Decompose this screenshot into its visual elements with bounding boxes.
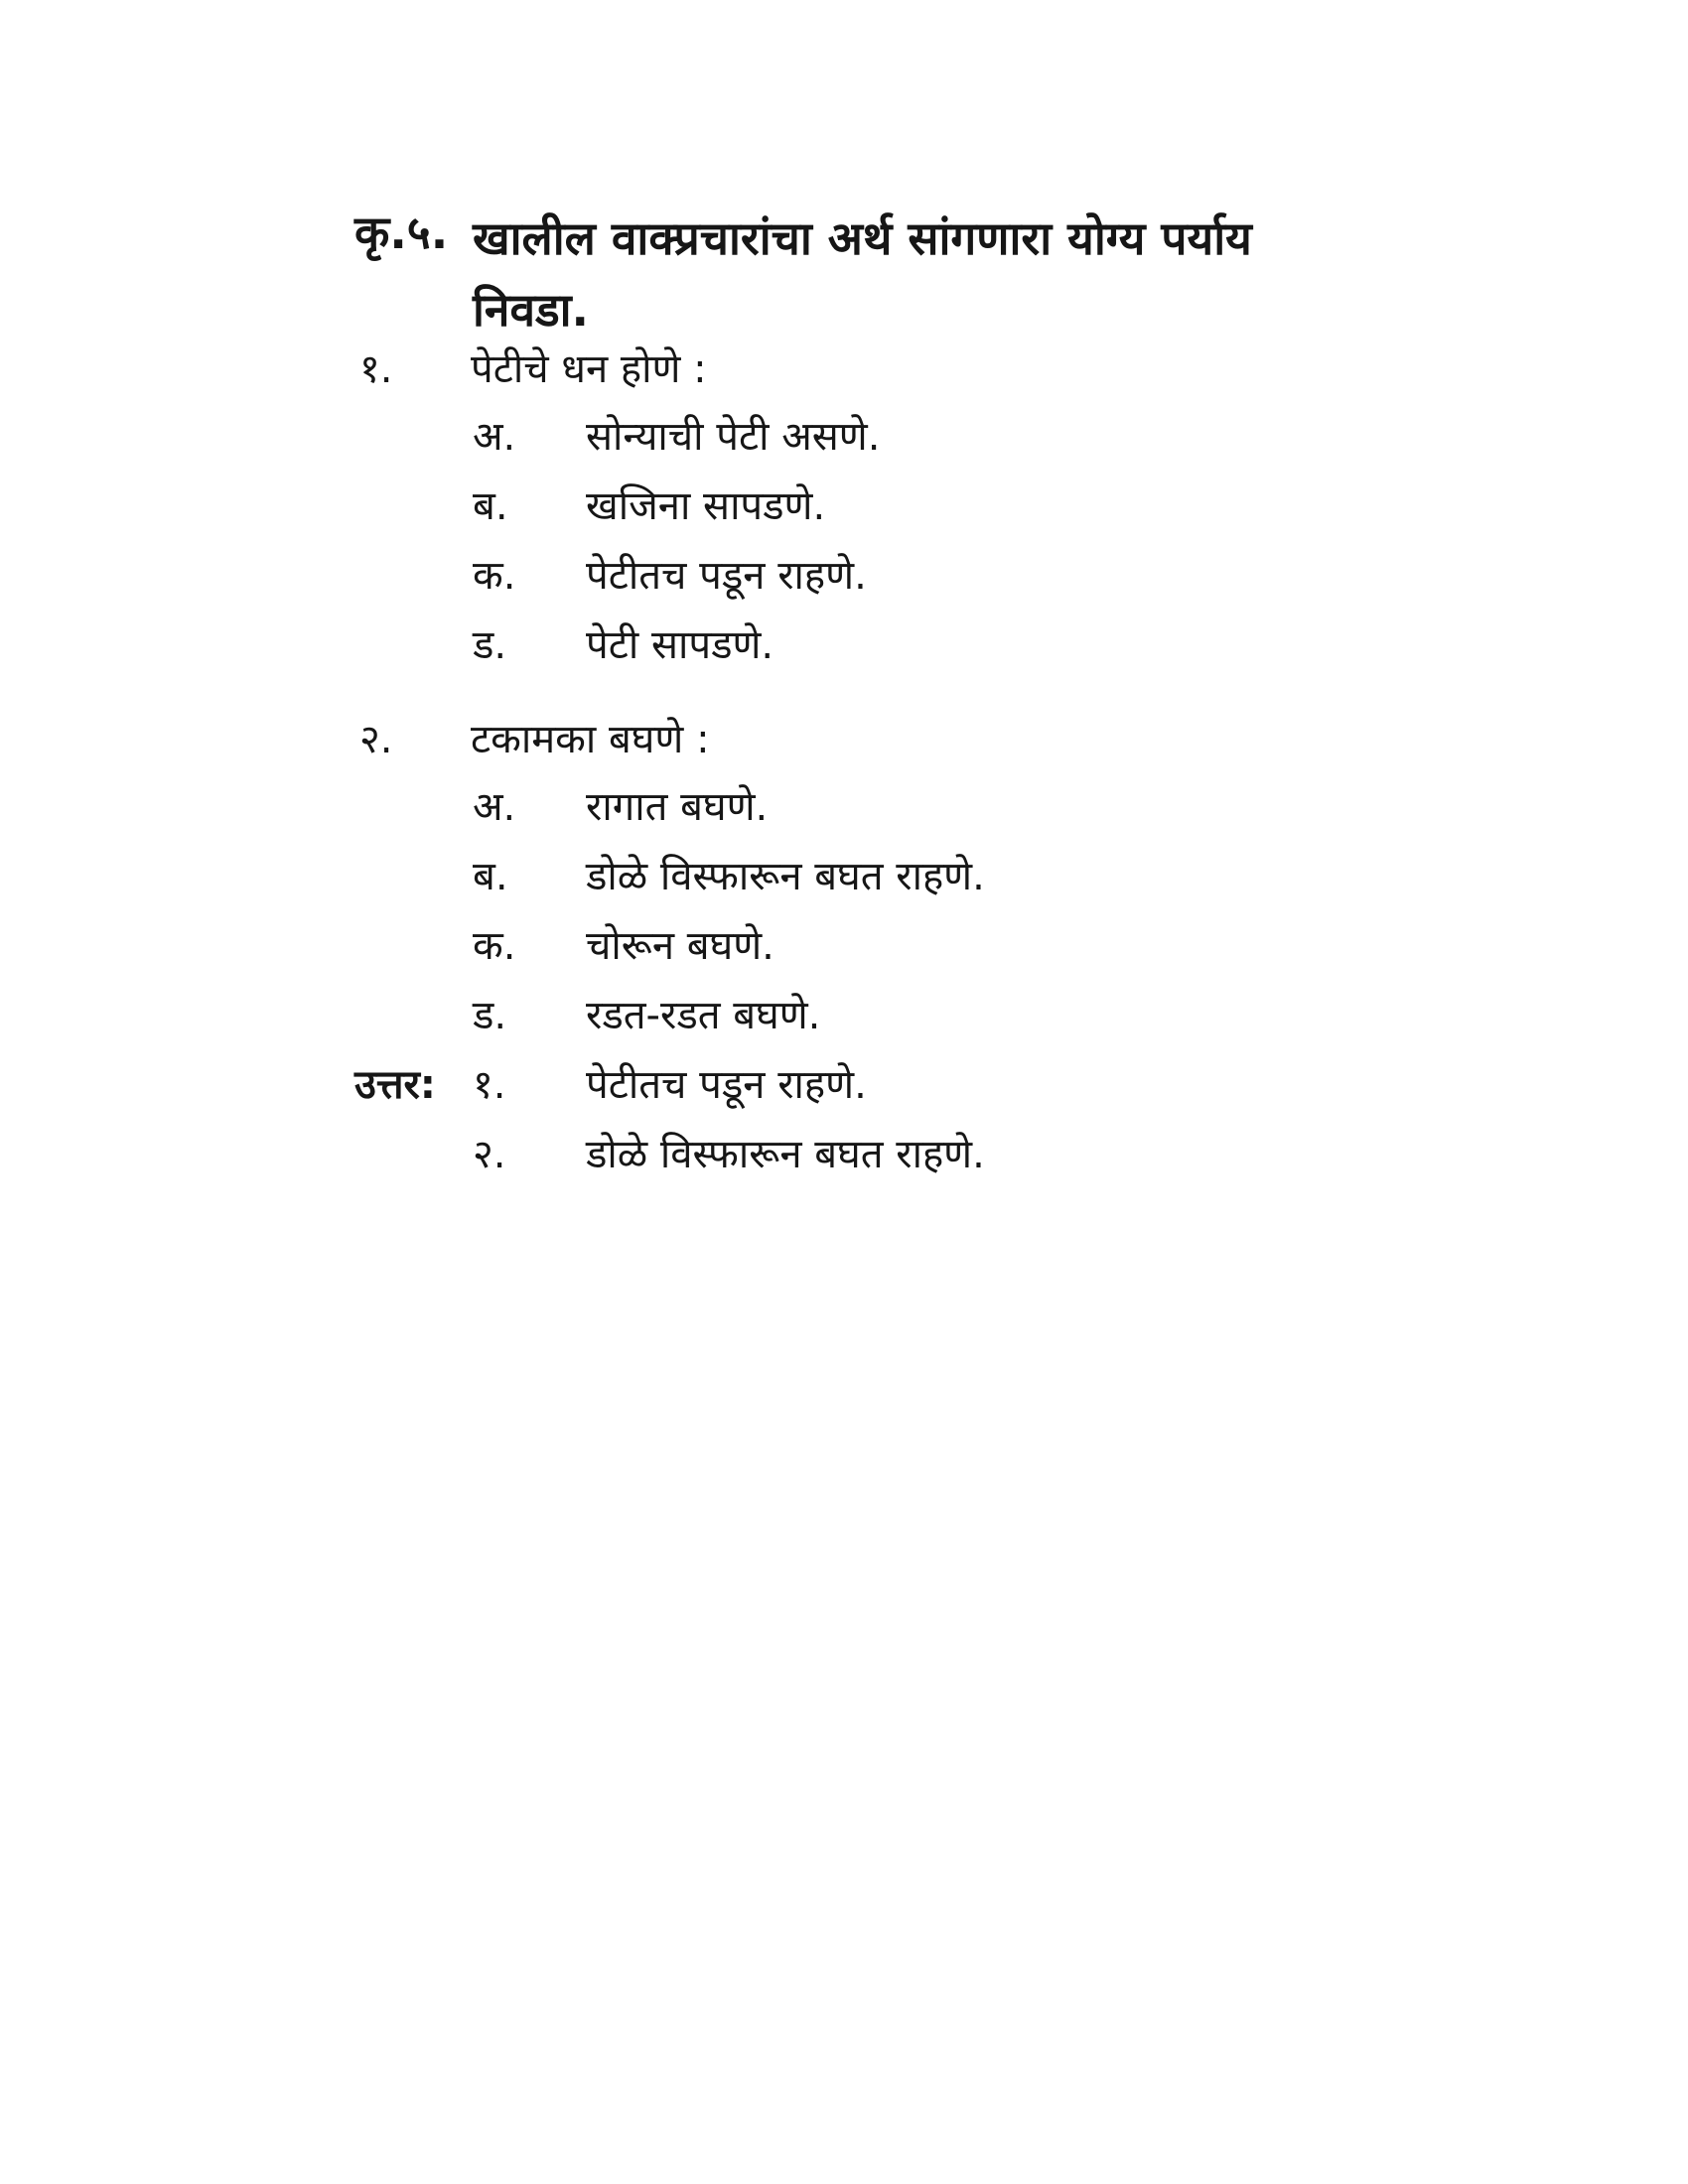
option-text: डोळे विस्फारून बघत राहणे. [586,854,985,899]
question-text: टकामका बघणे : [471,717,710,762]
answer-number: १. [473,1062,506,1108]
option-text: पेटी सापडणे. [586,622,774,668]
answer-text: पेटीतच पडून राहणे. [586,1062,867,1108]
option-letter: ब. [473,854,508,899]
option-letter: अ. [473,784,516,830]
exercise-instruction: खालील वाक्प्रचारांचा अर्थ सांगणारा योग्य पर्याय निवडा. [473,211,1252,337]
option-letter: ड. [473,622,507,668]
answer-text: डोळे विस्फारून बघत राहणे. [586,1132,985,1177]
option-letter: ब. [473,483,508,529]
answer-label: उत्तर: [354,1062,436,1108]
option-text: चोरून बघणे. [586,923,774,969]
option-text: सोन्याची पेटी असणे. [586,414,881,460]
option-text: खजिना सापडणे. [586,483,826,529]
answer-number: २. [473,1132,506,1177]
question-number: २. [359,717,393,762]
option-letter: क. [473,923,516,969]
option-text: पेटीतच पडून राहणे. [586,553,867,599]
exercise-number: कृ.५. [354,205,449,259]
option-letter: अ. [473,414,516,460]
option-text: रडत-रडत बघणे. [586,993,821,1038]
question-text: पेटीचे धन होणे : [471,346,707,392]
option-text: रागात बघणे. [586,784,769,830]
option-letter: ड. [473,993,507,1038]
question-number: १. [359,346,393,392]
option-letter: क. [473,553,516,599]
